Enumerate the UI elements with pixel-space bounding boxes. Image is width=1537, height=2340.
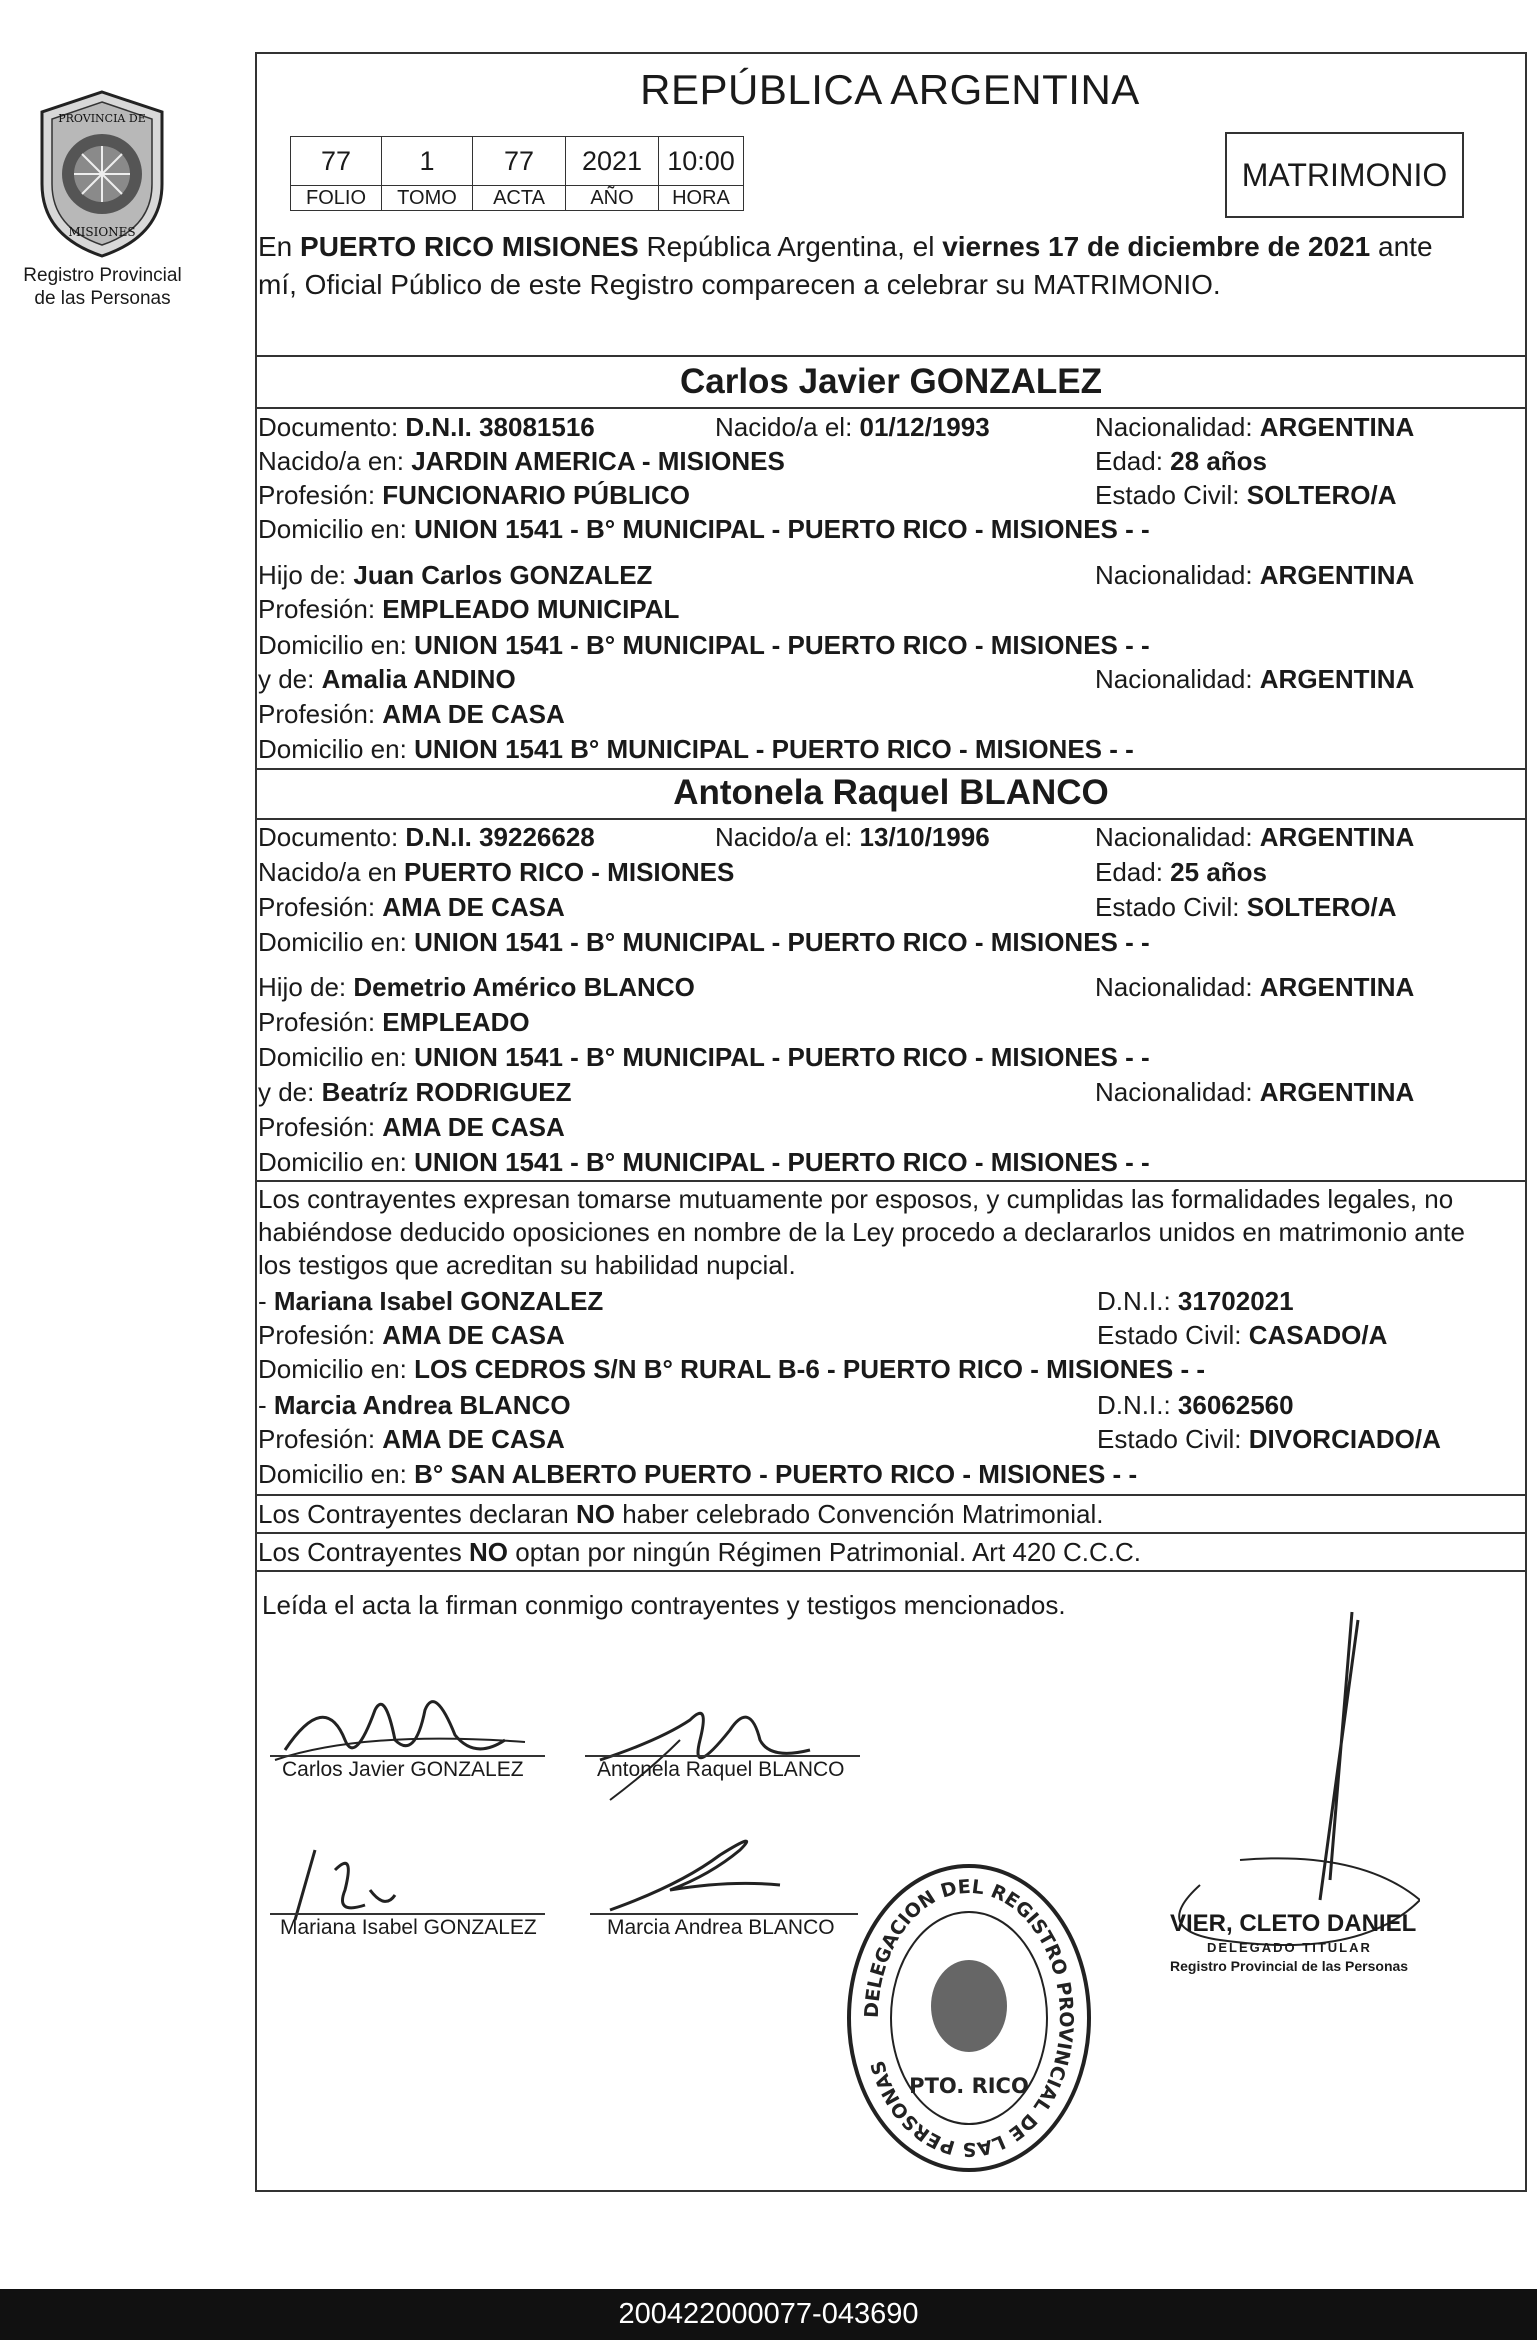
document-title: REPÚBLICA ARGENTINA xyxy=(640,66,1140,113)
spouse1-nationality: Nacionalidad: ARGENTINA xyxy=(1095,412,1415,442)
spouse1-father-profession: Profesión: EMPLEADO MUNICIPAL xyxy=(258,594,680,624)
spouse2-civil-status: Estado Civil: SOLTERO/A xyxy=(1095,892,1397,922)
document-code-bar: 200422000077-043690 xyxy=(0,2289,1537,2340)
spouse2-name: Antonela Raquel BLANCO xyxy=(673,773,1109,812)
spouse1-document: Documento: D.N.I. 38081516 xyxy=(258,412,595,442)
witness2-dni: D.N.I.: 36062560 xyxy=(1097,1390,1294,1420)
spouse1-mother-nationality: Nacionalidad: ARGENTINA xyxy=(1095,664,1415,694)
spouse2-document: Documento: D.N.I. 39226628 xyxy=(258,822,595,852)
signature-name-spouse2: Antonela Raquel BLANCO xyxy=(597,1758,845,1781)
regime-convention-line: Los Contrayentes declaran NO haber celebrado Convención Matrimonial. xyxy=(258,1499,1104,1529)
logo-text-top: PROVINCIA DE xyxy=(58,112,146,125)
declaration-line2: habiéndose deducido oposiciones en nombre de la Ley procedo a declararlos unidos en matrimonio ante xyxy=(258,1217,1465,1247)
witness1-civil-status: Estado Civil: CASADO/A xyxy=(1097,1320,1388,1350)
witness2-address: Domicilio en: B° SAN ALBERTO PUERTO - PUERTO RICO - MISIONES - - xyxy=(258,1459,1138,1489)
tomo-value: 1 xyxy=(382,137,473,186)
signature-scribble-witness2 xyxy=(590,1815,810,1925)
spouse1-father: Hijo de: Juan Carlos GONZALEZ xyxy=(258,560,653,590)
signature-name-witness2: Marcia Andrea BLANCO xyxy=(607,1916,835,1939)
witness1-address: Domicilio en: LOS CEDROS S/N B° RURAL B-6 - PUERTO RICO - MISIONES - - xyxy=(258,1354,1205,1384)
logo-text-bottom: MISIONES xyxy=(68,225,136,239)
officer-office: Registro Provincial de las Personas xyxy=(1170,1958,1409,1974)
officer-title: DELEGADO TITULAR xyxy=(1207,1940,1372,1955)
spouse2-mother-address: Domicilio en: UNION 1541 - B° MUNICIPAL - PUERTO RICO - MISIONES - - xyxy=(258,1147,1150,1177)
spouse2-age: Edad: 25 años xyxy=(1095,857,1267,887)
acta-value: 77 xyxy=(473,137,566,186)
spouse2-mother-nationality: Nacionalidad: ARGENTINA xyxy=(1095,1077,1415,1107)
spouse2-father-profession: Profesión: EMPLEADO xyxy=(258,1007,530,1037)
spouse2-address: Domicilio en: UNION 1541 - B° MUNICIPAL - PUERTO RICO - MISIONES - - xyxy=(258,927,1150,957)
spouse2-father: Hijo de: Demetrio Américo BLANCO xyxy=(258,972,695,1002)
hora-label: HORA xyxy=(659,186,744,211)
declaration-line1: Los contrayentes expresan tomarse mutuamente por esposos, y cumplidas las formalidades legales, no xyxy=(258,1184,1454,1214)
tomo-label: TOMO xyxy=(382,186,473,211)
ano-label: AÑO xyxy=(566,186,659,211)
witness2-civil-status: Estado Civil: DIVORCIADO/A xyxy=(1097,1424,1441,1454)
hora-value: 10:00 xyxy=(659,137,744,186)
officer-name: VIER, CLETO DANIEL xyxy=(1170,1910,1417,1937)
record-header-grid xyxy=(290,136,744,211)
registry-caption-line2: de las Personas xyxy=(34,288,171,309)
witness1-name: - Mariana Isabel GONZALEZ xyxy=(258,1286,604,1316)
signature-name-witness1: Mariana Isabel GONZALEZ xyxy=(280,1916,537,1939)
closing-statement: Leída el acta la firman conmigo contrayentes y testigos mencionados. xyxy=(262,1590,1066,1620)
folio-value: 77 xyxy=(291,137,382,186)
spouse2-mother-profession: Profesión: AMA DE CASA xyxy=(258,1112,565,1142)
witness1-dni: D.N.I.: 31702021 xyxy=(1097,1286,1294,1316)
spouse1-name: Carlos Javier GONZALEZ xyxy=(679,362,1103,401)
spouse1-father-nationality: Nacionalidad: ARGENTINA xyxy=(1095,560,1415,590)
signature-scribble-spouse2 xyxy=(580,1680,840,1810)
spouse1-mother-address: Domicilio en: UNION 1541 B° MUNICIPAL - PUERTO RICO - MISIONES - - xyxy=(258,734,1134,764)
spouse1-birth-date: Nacido/a el: 01/12/1993 xyxy=(715,412,990,442)
seal-ring-text: DELEGACION DEL REGISTRO PROVINCIAL DE LAS PERSONAS xyxy=(860,1875,1078,2161)
acta-label: ACTA xyxy=(473,186,566,211)
intro-line2: mí, Oficial Público de este Registro comparecen a celebrar su MATRIMONIO. xyxy=(258,269,1221,300)
spouse1-address: Domicilio en: UNION 1541 - B° MUNICIPAL - PUERTO RICO - MISIONES - - xyxy=(258,514,1150,544)
regime-patrimonial-line: Los Contrayentes NO optan por ningún Régimen Patrimonial. Art 420 C.C.C. xyxy=(258,1537,1142,1567)
act-type-box: MATRIMONIO xyxy=(1225,132,1464,218)
folio-label: FOLIO xyxy=(291,186,382,211)
spouse2-birth-place: Nacido/a en PUERTO RICO - MISIONES xyxy=(258,857,735,887)
witness1-profession: Profesión: AMA DE CASA xyxy=(258,1320,565,1350)
spouse2-father-nationality: Nacionalidad: ARGENTINA xyxy=(1095,972,1415,1002)
spouse2-profession: Profesión: AMA DE CASA xyxy=(258,892,565,922)
spouse1-mother: y de: Amalia ANDINO xyxy=(258,664,516,694)
ano-value: 2021 xyxy=(566,137,659,186)
registry-caption-line1: Registro Provincial xyxy=(23,265,182,286)
spouse2-nationality: Nacionalidad: ARGENTINA xyxy=(1095,822,1415,852)
registry-seal-logo xyxy=(30,88,175,260)
spouse2-birth-date: Nacido/a el: 13/10/1996 xyxy=(715,822,990,852)
spouse1-birth-place: Nacido/a en: JARDIN AMERICA - MISIONES xyxy=(258,446,785,476)
seal-center-text: PTO. RICO xyxy=(909,2074,1029,2098)
spouse1-profession: Profesión: FUNCIONARIO PÚBLICO xyxy=(258,480,690,510)
signature-name-spouse1: Carlos Javier GONZALEZ xyxy=(282,1758,524,1781)
spouse1-civil-status: Estado Civil: SOLTERO/A xyxy=(1095,480,1397,510)
witness2-name: - Marcia Andrea BLANCO xyxy=(258,1390,571,1420)
declaration-line3: los testigos que acreditan su habilidad nupcial. xyxy=(258,1250,796,1280)
spouse2-mother: y de: Beatríz RODRIGUEZ xyxy=(258,1077,572,1107)
spouse2-father-address: Domicilio en: UNION 1541 - B° MUNICIPAL - PUERTO RICO - MISIONES - - xyxy=(258,1042,1150,1072)
spouse1-age: Edad: 28 años xyxy=(1095,446,1267,476)
intro-line1: En PUERTO RICO MISIONES República Argentina, el viernes 17 de diciembre de 2021 ante xyxy=(258,231,1433,262)
spouse1-father-address: Domicilio en: UNION 1541 - B° MUNICIPAL - PUERTO RICO - MISIONES - - xyxy=(258,630,1150,660)
witness2-profession: Profesión: AMA DE CASA xyxy=(258,1424,565,1454)
spouse1-mother-profession: Profesión: AMA DE CASA xyxy=(258,699,565,729)
